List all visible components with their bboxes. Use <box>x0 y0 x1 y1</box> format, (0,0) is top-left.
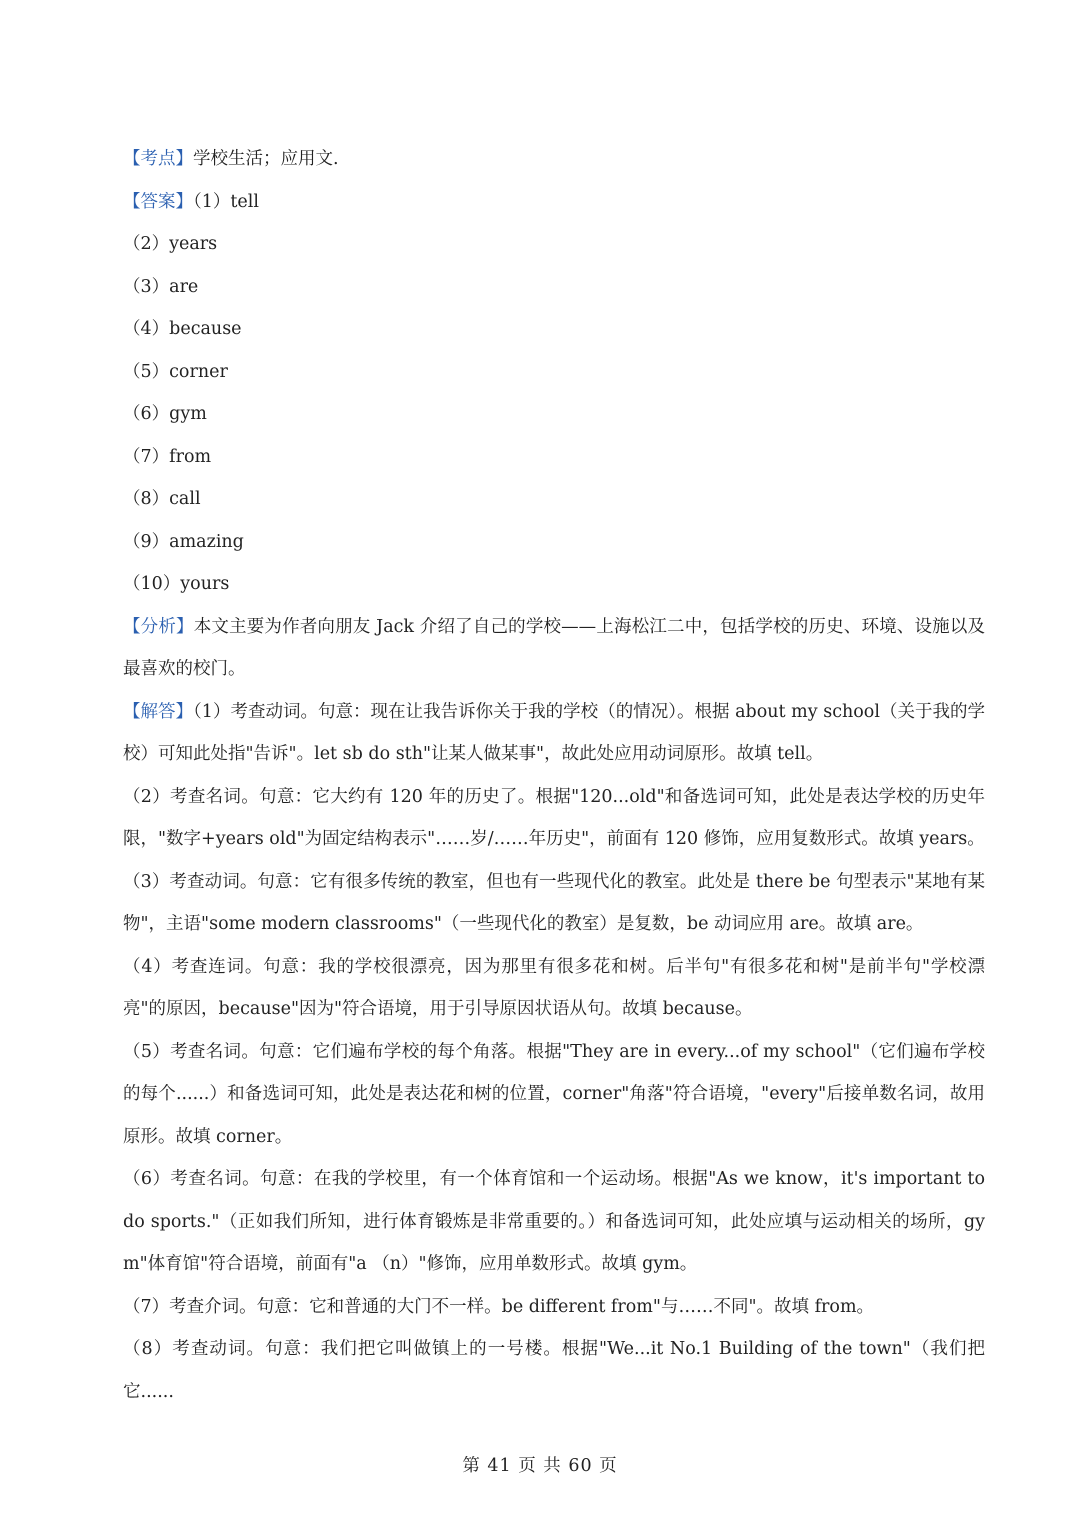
solution-section <box>123 691 985 1414</box>
answer-item: 【答案】（1）tell <box>123 191 259 212</box>
kaodian-section <box>123 138 985 181</box>
answer-item: （7）from <box>123 446 212 467</box>
solution-paragraph: （4）考查连词。句意：我的学校很漂亮，因为那里有很多花和树。后半句"有很多花和树"是前半句"学校漂亮"的原因，because"因为"符合语境，用于引导原因状语从句。故填 because。 <box>123 956 985 1019</box>
answer-item: （8）call <box>123 489 201 509</box>
solution-paragraph: （5）考查名词。句意：它们遍布学校的每个角落。根据"They are in every...of my school"（它们遍布学校的每个......）和备选词可知，此处是表达花和树的位置，corner"角落"符合语境，"every"后接单数名词，故用原形。故填 corner。 <box>123 1041 985 1147</box>
solution-paragraph: （7）考查介词。句意：它和普通的大门不一样。be different from"与……不同"。故填 from。 <box>123 1296 875 1317</box>
page-number-footer: 第 41 页 共 60 页 <box>462 1456 618 1476</box>
answer-section <box>123 181 985 606</box>
kaodian-tag: 【考点】 <box>123 149 193 169</box>
answer-item: （2）years <box>123 234 218 254</box>
answer-item: （5）corner <box>123 361 228 382</box>
kaodian-text: 学校生活；应用文. <box>193 149 339 169</box>
solution-paragraph: （3）考查动词。句意：它有很多传统的教室，但也有一些现代化的教室。此处是 there be 句型表示"某地有某物"，主语"some modern classrooms"（一些现代化的教室）是复数，be 动词应用 are。故填 are。 <box>123 871 985 934</box>
analysis-tag: 【分析】 <box>123 616 194 637</box>
answer-tag: 【答案】 <box>123 191 193 212</box>
solution-paragraph: （6）考查名词。句意：在我的学校里，有一个体育馆和一个运动场。根据"As we know，it's important to do sports."（正如我们所知，进行体育锻炼是非常重要的。）和备选词可知，此处应填与运动相关的场所，gym"体育馆"符合语境，前面有"a （n）"修饰，应用单数形式。故填 gym。 <box>123 1169 985 1274</box>
document-body <box>123 138 985 1413</box>
solution-paragraph: （2）考查名词。句意：它大约有 120 年的历史了。根据"120...old"和备选词可知，此处是表达学校的历史年限，"数字+years old"为固定结构表示"……岁/……年历史"，前面有 120 修饰，应用复数形式。故填 years。 <box>123 786 985 849</box>
analysis-text: 本文主要为作者向朋友 Jack 介绍了自己的学校——上海松江二中，包括学校的历史、环境、设施以及最喜欢的校门。 <box>123 616 985 679</box>
solution-paragraph: 【解答】（1）考查动词。句意：现在让我告诉你关于我的学校（的情况）。根据 about my school（关于我的学校）可知此处指"告诉"。let sb do sth"让某人做某事"，故此处应用动词原形。故填 tell。 <box>123 701 985 764</box>
answer-item: （3）are <box>123 276 199 297</box>
solution-tag: 【解答】 <box>123 701 194 722</box>
answer-item: （4）because <box>123 319 242 339</box>
analysis-section <box>123 606 985 691</box>
answer-item: （10）yours <box>123 574 230 594</box>
solution-paragraph: （8）考查动词。句意：我们把它叫做镇上的一号楼。根据"We...it No.1 Building of the town"（我们把它...... <box>123 1339 985 1402</box>
answer-item: （6）gym <box>123 404 207 424</box>
answer-item: （9）amazing <box>123 531 244 552</box>
